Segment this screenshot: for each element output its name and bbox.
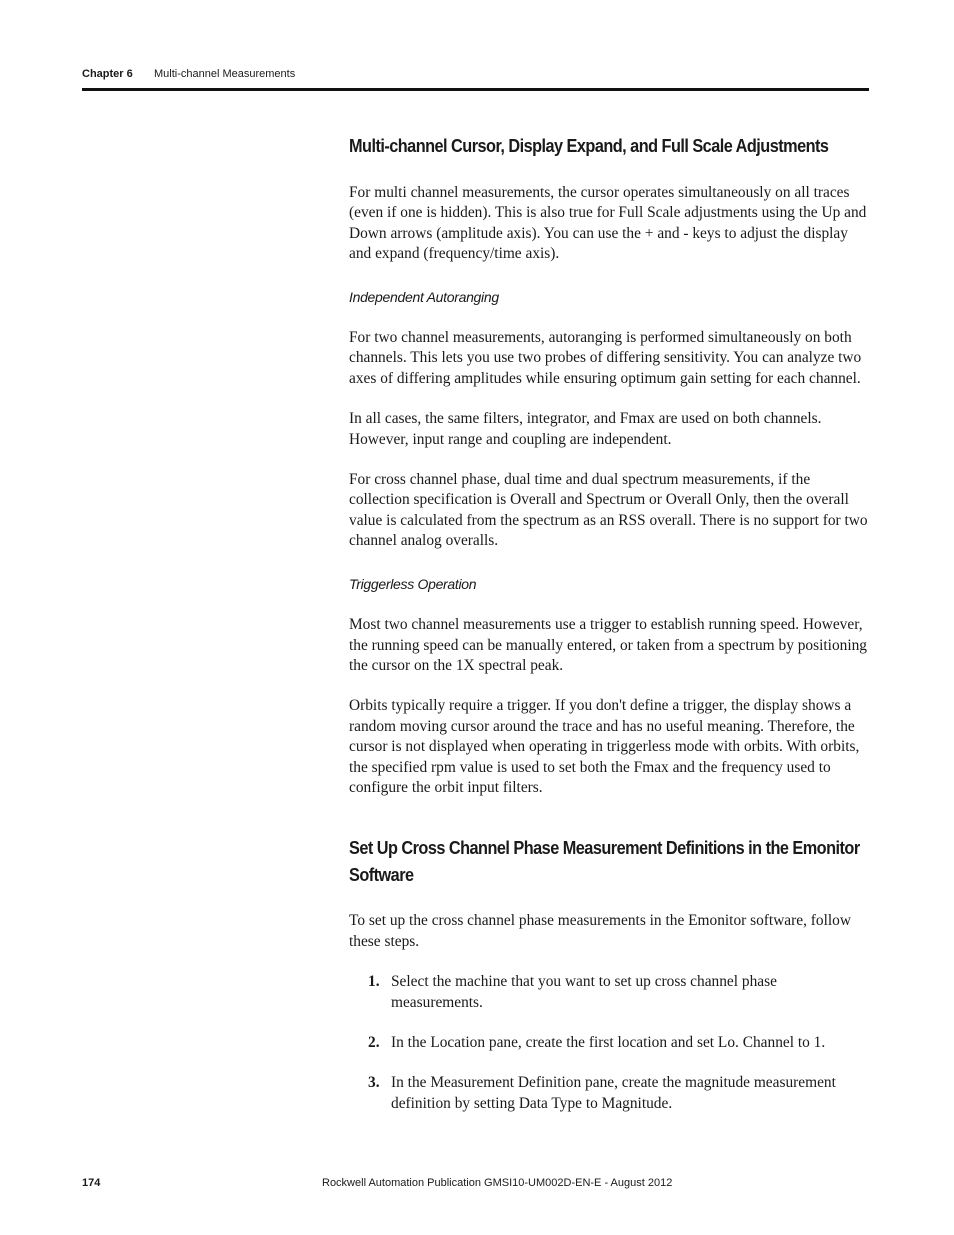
running-header	[82, 66, 868, 82]
paragraph: For multi channel measurements, the cursor operates simultaneously on all traces (even if one is hidden). This is also true for Full Scale adjustments using the Up and Down arrows (amplitude axis). You can use the + and - keys to adjust the display and expand (frequency/time axis).	[349, 184, 867, 263]
page-body	[349, 132, 869, 1114]
step-text: In the Location pane, create the first location and set Lo. Channel to 1.	[391, 1033, 826, 1051]
section-heading-cursor: Multi-channel Cursor, Display Expand, and Full Scale Adjustments	[349, 135, 829, 156]
list-item	[349, 1073, 869, 1114]
header-rule	[82, 88, 869, 91]
paragraph: For two channel measurements, autoranging is performed simultaneously on both channels. This lets you use two probes of differing sensitivity. You can analyze two axes of differing amplitudes while ensuring optimum gain setting for each channel.	[349, 329, 862, 387]
paragraph: For cross channel phase, dual time and dual spectrum measurements, if the collection specification is Overall and Spectrum or Overall Only, then the overall value is calculated from the spectrum as an RSS overall. There is no support for two channel analog overalls.	[349, 471, 868, 550]
list-item	[349, 1033, 869, 1053]
list-item	[349, 972, 869, 1013]
subheading-autoranging: Independent Autoranging	[349, 288, 499, 305]
step-text: Select the machine that you want to set up cross channel phase measurements.	[391, 973, 777, 1011]
paragraph: To set up the cross channel phase measurements in the Emonitor software, follow these steps.	[349, 912, 851, 950]
page-footer	[82, 1177, 869, 1193]
step-number: 2.	[368, 1033, 380, 1051]
step-number: 3.	[368, 1074, 380, 1092]
chapter-title: Multi-channel Measurements	[154, 68, 296, 80]
page-number: 174	[82, 1177, 101, 1189]
chapter-label: Chapter 6	[82, 68, 133, 80]
subheading-triggerless: Triggerless Operation	[349, 575, 477, 592]
paragraph: In all cases, the same filters, integrator, and Fmax are used on both channels. However, input range and coupling are independent.	[349, 410, 822, 448]
step-text: In the Measurement Definition pane, create the magnitude measurement definition by setting Data Type to Magnitude.	[391, 1074, 836, 1112]
steps-list	[349, 972, 869, 1114]
publication-info: Rockwell Automation Publication GMSI10-UM002D-EN-E - August 2012	[322, 1177, 673, 1189]
section-heading-setup: Set Up Cross Channel Phase Measurement Definitions in the Emonitor Software	[349, 837, 860, 886]
paragraph: Orbits typically require a trigger. If you don't define a trigger, the display shows a random moving cursor around the trace and has no useful meaning. Therefore, the cursor is not displayed when operating in triggerless mode with orbits. With orbits, the specified rpm value is used to set both the Fmax and the frequency used to configure the orbit input filters.	[349, 697, 860, 796]
paragraph: Most two channel measurements use a trigger to establish running speed. However, the running speed can be manually entered, or taken from a spectrum by positioning the cursor on the 1X spectral peak.	[349, 616, 867, 674]
step-number: 1.	[368, 973, 380, 991]
